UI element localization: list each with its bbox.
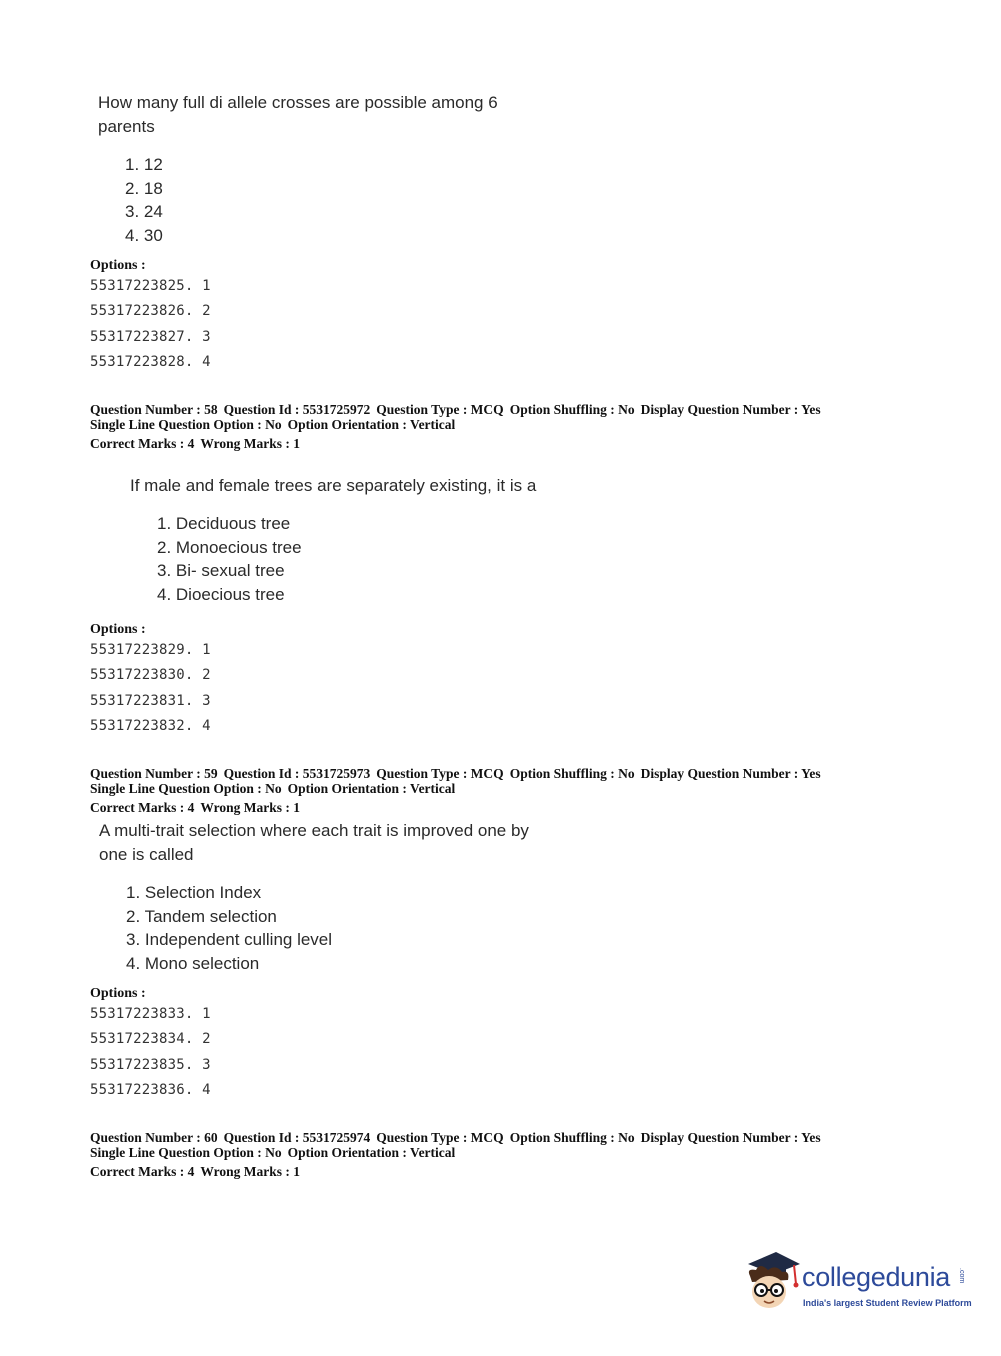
correct-marks: Correct Marks : 4 (90, 436, 195, 451)
wrong-marks: Wrong Marks : 1 (200, 800, 300, 815)
option-shuffling: Option Shuffling : No (509, 1130, 635, 1145)
question-text-line: one is called (99, 845, 194, 864)
choice-item: 1. 12 (125, 155, 163, 174)
question-57-text (98, 91, 498, 139)
question-number: Question Number : 58 (90, 402, 218, 417)
option-id-item: 55317223826. 2 (90, 303, 211, 320)
choice-item: 2. Tandem selection (126, 906, 277, 926)
option-id-item: 55317223829. 1 (90, 642, 211, 658)
choice-item: 4. 30 (125, 225, 163, 245)
question-58-options (90, 638, 211, 739)
question-type: Question Type : MCQ (376, 766, 504, 781)
correct-marks: Correct Marks : 4 (90, 800, 195, 815)
question-59-options (90, 1002, 211, 1103)
question-number: Question Number : 59 (90, 766, 218, 781)
single-line-option: Single Line Question Option : No (90, 780, 282, 796)
question-id: Question Id : 5531725972 (223, 402, 371, 417)
question-id: Question Id : 5531725973 (223, 766, 371, 781)
option-orientation: Option Orientation : Vertical (287, 780, 456, 796)
question-58-meta (90, 403, 821, 452)
option-id-item: 55317223833. 1 (90, 1006, 211, 1022)
correct-marks: Correct Marks : 4 (90, 1164, 195, 1179)
question-id: Question Id : 5531725974 (223, 1130, 371, 1145)
display-question-number: Display Question Number : Yes (640, 402, 821, 417)
wrong-marks: Wrong Marks : 1 (200, 436, 300, 451)
question-59-text (99, 819, 529, 867)
option-id-item: 55317223830. 2 (90, 667, 211, 684)
choice-item: 4. Mono selection (126, 953, 260, 973)
choice-item: 2. Monoecious tree (157, 537, 302, 557)
question-59-choices (126, 881, 332, 975)
logo-wordmark: collegedunia (802, 1262, 951, 1292)
choice-item: 1. Deciduous tree (157, 514, 291, 533)
choice-item: 3. Bi- sexual tree (157, 561, 285, 580)
question-57-options (90, 274, 211, 375)
question-58-choices (157, 512, 302, 606)
option-id-item: 55317223832. 4 (90, 717, 211, 734)
wrong-marks: Wrong Marks : 1 (200, 1164, 300, 1179)
option-id-item: 55317223834. 2 (90, 1031, 211, 1048)
question-type: Question Type : MCQ (376, 402, 504, 417)
question-text-line: parents (98, 117, 155, 136)
question-type: Question Type : MCQ (376, 1130, 504, 1145)
option-id-item: 55317223831. 3 (90, 692, 211, 709)
question-number: Question Number : 60 (90, 1130, 218, 1145)
question-text-line: How many full di allele crosses are possible among 6 (98, 93, 498, 112)
question-text-line: A multi-trait selection where each trait is improved one by (99, 821, 529, 840)
display-question-number: Display Question Number : Yes (640, 1130, 821, 1145)
option-orientation: Option Orientation : Vertical (287, 416, 456, 432)
single-line-option: Single Line Question Option : No (90, 416, 282, 432)
options-heading: Options : (90, 986, 146, 1001)
option-id-item: 55317223835. 3 (90, 1056, 211, 1073)
display-question-number: Display Question Number : Yes (640, 766, 821, 781)
question-text-line: If male and female trees are separately existing, it is a (130, 476, 537, 495)
options-heading: Options : (90, 258, 146, 273)
option-orientation: Option Orientation : Vertical (287, 1144, 456, 1160)
option-shuffling: Option Shuffling : No (509, 766, 635, 781)
choice-item: 1. Selection Index (126, 883, 262, 902)
collegedunia-logo (740, 1248, 970, 1320)
option-id-item: 55317223836. 4 (90, 1081, 211, 1098)
option-id-item: 55317223825. 1 (90, 278, 211, 294)
question-60-meta (90, 1131, 821, 1180)
choice-item: 4. Dioecious tree (157, 584, 285, 604)
logo-domain-suffix: .com (958, 1268, 965, 1284)
single-line-option: Single Line Question Option : No (90, 1144, 282, 1160)
logo-tagline: India's largest Student Review Platform (803, 1298, 972, 1308)
choice-item: 3. Independent culling level (126, 930, 333, 949)
choice-item: 3. 24 (125, 202, 163, 221)
option-id-item: 55317223827. 3 (90, 328, 211, 345)
question-59-meta (90, 767, 821, 816)
choice-item: 2. 18 (125, 178, 163, 198)
question-58-text (130, 474, 536, 498)
options-heading: Options : (90, 622, 146, 637)
mascot-icon (742, 1250, 800, 1314)
question-57-choices (125, 153, 163, 247)
option-id-item: 55317223828. 4 (90, 353, 211, 370)
option-shuffling: Option Shuffling : No (509, 402, 635, 417)
